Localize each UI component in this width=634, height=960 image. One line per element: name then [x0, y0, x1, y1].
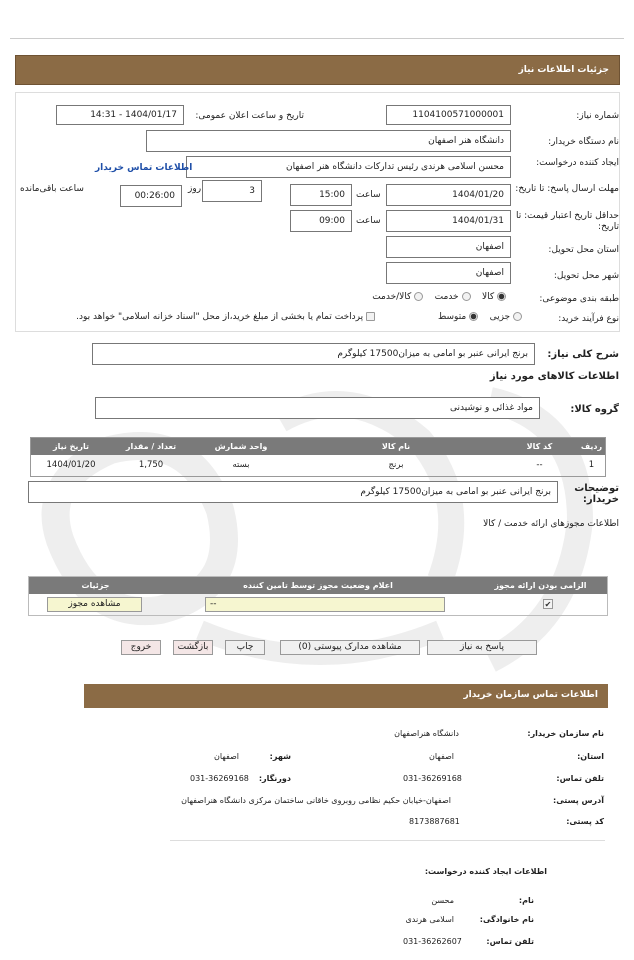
checkbox-icon [366, 312, 375, 321]
buyer-desc-label: توضیحات خریدار: [574, 483, 619, 505]
cell-name: برنج [388, 460, 404, 470]
radio-icon [414, 292, 423, 301]
creator-info-title: اطلاعات ایجاد کننده درخواست: [424, 867, 547, 876]
col-license-status: اعلام وضعیت مجوز توسط تامین کننده [243, 581, 393, 590]
view-license-button[interactable]: مشاهده مجوز [47, 597, 142, 612]
cell-unit: بسته [232, 460, 250, 470]
category-radio-both[interactable]: کالا/خدمت [372, 292, 423, 302]
contact-fax-value: 031-36269168 [190, 774, 249, 783]
contact-province-value: اصفهان [428, 752, 454, 761]
radio-icon [513, 312, 522, 321]
buyer-desc-field[interactable]: برنج ایرانی عنبر بو امامی به میزان17500 کیلوگرم [28, 481, 558, 503]
min-validity-time-field[interactable]: 09:00 [290, 210, 352, 232]
contact-info-link[interactable]: اطلاعات تماس خریدار [95, 163, 193, 173]
creator-family-value: اسلامی هرندی [405, 915, 454, 924]
contact-title: اطلاعات تماس سازمان خریدار [463, 690, 598, 700]
col-qty: تعداد / مقدار [125, 442, 177, 451]
creator-field[interactable]: محسن اسلامی هرندی رئیس تدارکات دانشگاه هنر اصفهان [186, 156, 511, 178]
radio-selected-icon [497, 292, 506, 301]
process-label: نوع فرآیند خرید: [558, 314, 619, 324]
city-label: شهر محل تحویل: [553, 271, 619, 281]
category-radio-group [226, 292, 506, 306]
contact-postal-value: 8173887681 [409, 817, 460, 826]
remaining-time-field[interactable]: 00:26:00 [120, 185, 182, 207]
process-radio-medium[interactable]: متوسط [438, 312, 478, 322]
col-unit: واحد شمارش [214, 442, 268, 451]
province-label: استان محل تحویل: [548, 245, 619, 255]
col-date: تاریخ نیاز [52, 442, 90, 451]
top-divider [10, 38, 624, 39]
licenses-table [28, 576, 608, 616]
goods-group-label: گروه کالا: [570, 404, 619, 415]
days-label: روز [188, 184, 202, 194]
cell-qty: 1,750 [138, 460, 164, 470]
process-radio-minor[interactable]: جزیی [490, 312, 522, 322]
page-title: جزئیات اطلاعات نیاز [518, 65, 609, 75]
contact-phone-label: تلفن تماس: [556, 774, 604, 783]
respond-button[interactable]: پاسخ به نیاز [427, 640, 537, 655]
min-validity-date-field[interactable]: 1404/01/31 [386, 210, 511, 232]
col-license-details: جزئیات [81, 581, 110, 590]
creator-phone-label: تلفن تماس: [486, 937, 534, 946]
creator-name-label: نام: [518, 896, 534, 905]
page-header [15, 55, 620, 85]
contact-fax-label: دورنگار: [258, 774, 291, 783]
contact-header [84, 684, 608, 708]
city-field[interactable]: اصفهان [386, 262, 511, 284]
province-field[interactable]: اصفهان [386, 236, 511, 258]
category-radio-goods[interactable]: کالا [482, 292, 506, 302]
creator-name-value: محسن [431, 896, 454, 905]
buyer-field[interactable]: دانشگاه هنر اصفهان [146, 130, 511, 152]
contact-address-label: آدرس پستی: [553, 796, 604, 805]
licenses-title: اطلاعات مجوزهای ارائه خدمت / کالا [483, 519, 619, 529]
contact-divider [170, 840, 605, 841]
license-status-field[interactable]: -- [205, 597, 445, 612]
deadline-time-label: ساعت [356, 190, 381, 200]
deadline-date-field[interactable]: 1404/01/20 [386, 184, 511, 206]
treasury-payment-option[interactable]: پرداخت تمام یا بخشی از مبلغ خرید،از محل "اسناد خزانه اسلامی" خواهد بود. [50, 312, 375, 326]
col-row: ردیف [580, 442, 603, 451]
print-button[interactable]: چاپ [225, 640, 265, 655]
min-validity-time-label: ساعت [356, 216, 381, 226]
goods-section-title: اطلاعات کالاهای مورد نیاز [489, 371, 619, 382]
goods-group-field[interactable]: مواد غذائی و نوشیدنی [95, 397, 540, 419]
contact-phone-value: 031-36269168 [403, 774, 462, 783]
remaining-label: ساعت باقی‌مانده [20, 184, 84, 194]
summary-field[interactable]: برنج ایرانی عنبر بو امامی به میزان17500 کیلوگرم [92, 343, 535, 365]
contact-province-label: استان: [577, 752, 604, 761]
col-license-required: الزامی بودن ارائه مجوز [494, 581, 587, 590]
attachments-button[interactable]: مشاهده مدارک پیوستی (0) [280, 640, 420, 655]
category-label: طبقه بندی موضوعی: [539, 294, 619, 304]
days-field[interactable]: 3 [202, 180, 262, 202]
radio-icon [462, 292, 471, 301]
creator-label: ایجاد کننده درخواست: [536, 158, 619, 168]
category-radio-service[interactable]: خدمت [435, 292, 471, 302]
back-button[interactable]: بازگشت [173, 640, 213, 655]
creator-phone-value: 031-36262607 [403, 937, 462, 946]
org-value: دانشگاه هنراصفهان [394, 729, 459, 738]
contact-address-value: اصفهان-خیابان حکیم نظامی روبروی خاقانی ساختمان مرکزی دانشگاه هنراصفهان [181, 796, 451, 805]
exit-button[interactable]: خروج [121, 640, 161, 655]
cell-code: -- [536, 460, 543, 470]
contact-city-label: شهر: [269, 752, 291, 761]
deadline-label: مهلت ارسال پاسخ: تا تاریخ: [515, 184, 619, 194]
cell-date: 1404/01/20 [46, 460, 96, 470]
cell-row: 1 [588, 460, 595, 470]
deadline-time-field[interactable]: 15:00 [290, 184, 352, 206]
need-number-label: شماره نیاز: [576, 111, 619, 121]
table-row[interactable] [31, 457, 605, 475]
col-code: کد کالا [526, 442, 553, 451]
announce-field[interactable]: 1404/01/17 - 14:31 [56, 105, 184, 125]
org-label: نام سازمان خریدار: [527, 729, 604, 738]
buyer-label: نام دستگاه خریدار: [548, 137, 619, 147]
creator-family-label: نام خانوادگی: [479, 915, 534, 924]
contact-city-value: اصفهان [213, 752, 239, 761]
need-number-field[interactable]: 1104100571000001 [386, 105, 511, 125]
col-name: نام کالا [381, 442, 411, 451]
summary-label: شرح کلی نیاز: [547, 349, 619, 360]
radio-selected-icon [469, 312, 478, 321]
process-radio-group [372, 312, 522, 326]
goods-table [30, 437, 606, 477]
license-required-checkbox[interactable]: ✔ [544, 600, 552, 609]
min-validity-label: حداقل تاریخ اعتبار قیمت: تا تاریخ: [516, 211, 619, 232]
contact-postal-label: کد پستی: [566, 817, 604, 826]
announce-label: تاریخ و ساعت اعلان عمومی: [195, 111, 304, 121]
